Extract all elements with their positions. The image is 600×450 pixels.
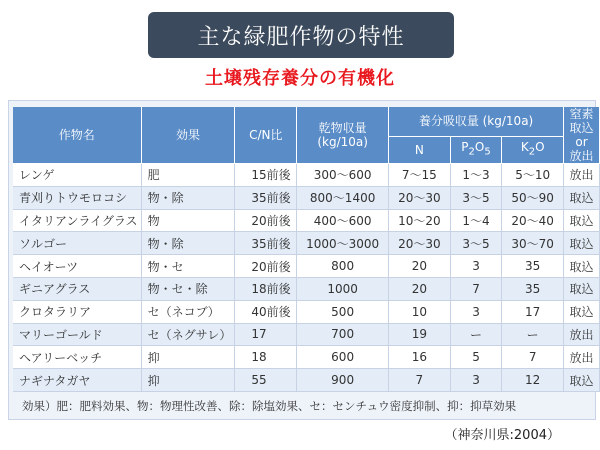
cell-nitrogen: 取込: [564, 369, 600, 392]
table-row: [13, 232, 600, 255]
cell-nitrogen: 取込: [564, 210, 600, 233]
header-nitrogen-line2: 取込or: [569, 121, 594, 149]
header-k2o: [502, 137, 564, 164]
cell-n: 16: [389, 346, 451, 369]
header-p2o5-sub2: 5: [484, 146, 491, 158]
cell-n: 10～20: [389, 210, 451, 233]
cell-cn: 20前後: [235, 255, 297, 278]
cell-k2o: 20～40: [502, 210, 564, 233]
header-crop: 作物名: [13, 107, 142, 164]
cell-effect: 物・除: [142, 187, 236, 210]
cell-cn: 15前後: [235, 164, 297, 187]
header-n: N: [389, 137, 451, 164]
cell-k2o: 17: [502, 301, 564, 324]
cell-k2o: 5～10: [502, 164, 564, 187]
cell-n: 20～30: [389, 232, 451, 255]
cell-dry-yield: 1000～3000: [297, 232, 389, 255]
cell-nitrogen: 放出: [564, 346, 600, 369]
cell-k2o: 7: [502, 346, 564, 369]
table-row: [13, 164, 600, 187]
cell-p2o5: 3: [451, 301, 503, 324]
cell-k2o: 12: [502, 369, 564, 392]
effect-legend: 効果）肥：肥料効果、物：物理性改善、除：除塩効果、セ：センチュウ密度抑制、抑：抑草効果: [22, 399, 517, 413]
cell-n: 10: [389, 301, 451, 324]
cell-dry-yield: 500: [297, 301, 389, 324]
header-k2o-end: O: [535, 140, 545, 155]
header-p2o5-mid: O: [474, 140, 485, 155]
cell-cn: 18: [235, 346, 297, 369]
cell-p2o5: 7: [451, 278, 503, 301]
cell-crop: ヘアリーベッチ: [13, 346, 142, 369]
cell-n: 7～15: [389, 164, 451, 187]
header-dry-yield-line1: 乾物収量: [318, 121, 367, 135]
header-dry-yield: [297, 107, 389, 164]
header-k2o-base: K: [520, 140, 529, 155]
cell-crop: イタリアンライグラス: [13, 210, 142, 233]
cell-cn: 40前後: [235, 301, 297, 324]
header-p2o5-sub1: 2: [468, 146, 475, 158]
cell-n: 7: [389, 369, 451, 392]
cell-effect: セ（ネコブ）: [142, 301, 236, 324]
header-cn-ratio: C/N比: [235, 107, 297, 164]
header-p2o5-base: P: [461, 140, 469, 155]
table-row: [13, 324, 600, 347]
cell-crop: ヘイオーツ: [13, 255, 142, 278]
cell-effect: 肥: [142, 164, 236, 187]
cell-n: 20: [389, 278, 451, 301]
cell-effect: セ（ネグサレ）: [142, 324, 236, 347]
cell-cn: 55: [235, 369, 297, 392]
page-subtitle: 土壌残存養分の有機化: [205, 68, 395, 89]
cell-dry-yield: 800: [297, 255, 389, 278]
table-row: [13, 301, 600, 324]
header-nutrient-uptake: 養分吸収量 (kg/10a): [389, 107, 564, 137]
cell-p2o5: 3: [451, 255, 503, 278]
cell-k2o: 35: [502, 278, 564, 301]
cell-dry-yield: 1000: [297, 278, 389, 301]
header-nitrogen-line3: 放出: [569, 149, 594, 163]
cell-crop: 青刈りトウモロコシ: [13, 187, 142, 210]
cell-dry-yield: 900: [297, 369, 389, 392]
cell-effect: 抑: [142, 369, 236, 392]
cell-n: 20: [389, 255, 451, 278]
cell-p2o5: 1～3: [451, 164, 503, 187]
header-k2o-sub: 2: [528, 146, 536, 158]
cell-effect: 物・除: [142, 232, 236, 255]
cell-cn: 20前後: [235, 210, 297, 233]
cell-p2o5: 1～4: [451, 210, 503, 233]
cell-p2o5: 5: [451, 346, 503, 369]
page-title: 主な緑肥作物の特性: [148, 12, 454, 58]
cell-nitrogen: 取込: [564, 255, 600, 278]
cell-dry-yield: 400～600: [297, 210, 389, 233]
cell-cn: 35前後: [235, 232, 297, 255]
cell-nitrogen: 取込: [564, 278, 600, 301]
header-dry-yield-line2: (kg/10a): [317, 135, 368, 149]
source-citation: （神奈川県:2004）: [444, 428, 560, 443]
cell-effect: 物・セ・除: [142, 278, 236, 301]
cell-effect: 物: [142, 210, 236, 233]
cell-nitrogen: 放出: [564, 164, 600, 187]
cell-dry-yield: 300～600: [297, 164, 389, 187]
cell-crop: ナギナタガヤ: [13, 369, 142, 392]
cell-n: 20～30: [389, 187, 451, 210]
cell-k2o: 50～90: [502, 187, 564, 210]
table-row: [13, 255, 600, 278]
table-row: [13, 278, 600, 301]
cell-crop: レンゲ: [13, 164, 142, 187]
cell-p2o5: 3～5: [451, 232, 503, 255]
cell-k2o: ー: [502, 324, 564, 347]
cell-k2o: 35: [502, 255, 564, 278]
cell-k2o: 30～70: [502, 232, 564, 255]
table-row: [13, 210, 600, 233]
header-nitrogen-line1: 窒素: [569, 107, 594, 121]
cell-p2o5: ー: [451, 324, 503, 347]
table-row: [13, 369, 600, 392]
cell-effect: 物・セ: [142, 255, 236, 278]
header-nitrogen: [564, 107, 600, 164]
green-manure-table: [13, 107, 600, 392]
cell-crop: マリーゴールド: [13, 324, 142, 347]
cell-nitrogen: 放出: [564, 324, 600, 347]
cell-p2o5: 3: [451, 369, 503, 392]
cell-cn: 17: [235, 324, 297, 347]
cell-nitrogen: 取込: [564, 232, 600, 255]
cell-cn: 18前後: [235, 278, 297, 301]
cell-n: 19: [389, 324, 451, 347]
cell-dry-yield: 800～1400: [297, 187, 389, 210]
cell-nitrogen: 取込: [564, 187, 600, 210]
cell-crop: クロタラリア: [13, 301, 142, 324]
cell-dry-yield: 600: [297, 346, 389, 369]
cell-dry-yield: 700: [297, 324, 389, 347]
cell-crop: ソルゴー: [13, 232, 142, 255]
table-row: [13, 346, 600, 369]
cell-cn: 35前後: [235, 187, 297, 210]
table-row: [13, 187, 600, 210]
cell-crop: ギニアグラス: [13, 278, 142, 301]
header-p2o5: [451, 137, 503, 164]
cell-effect: 抑: [142, 346, 236, 369]
header-effect: 効果: [142, 107, 236, 164]
cell-nitrogen: 取込: [564, 301, 600, 324]
cell-p2o5: 3～5: [451, 187, 503, 210]
